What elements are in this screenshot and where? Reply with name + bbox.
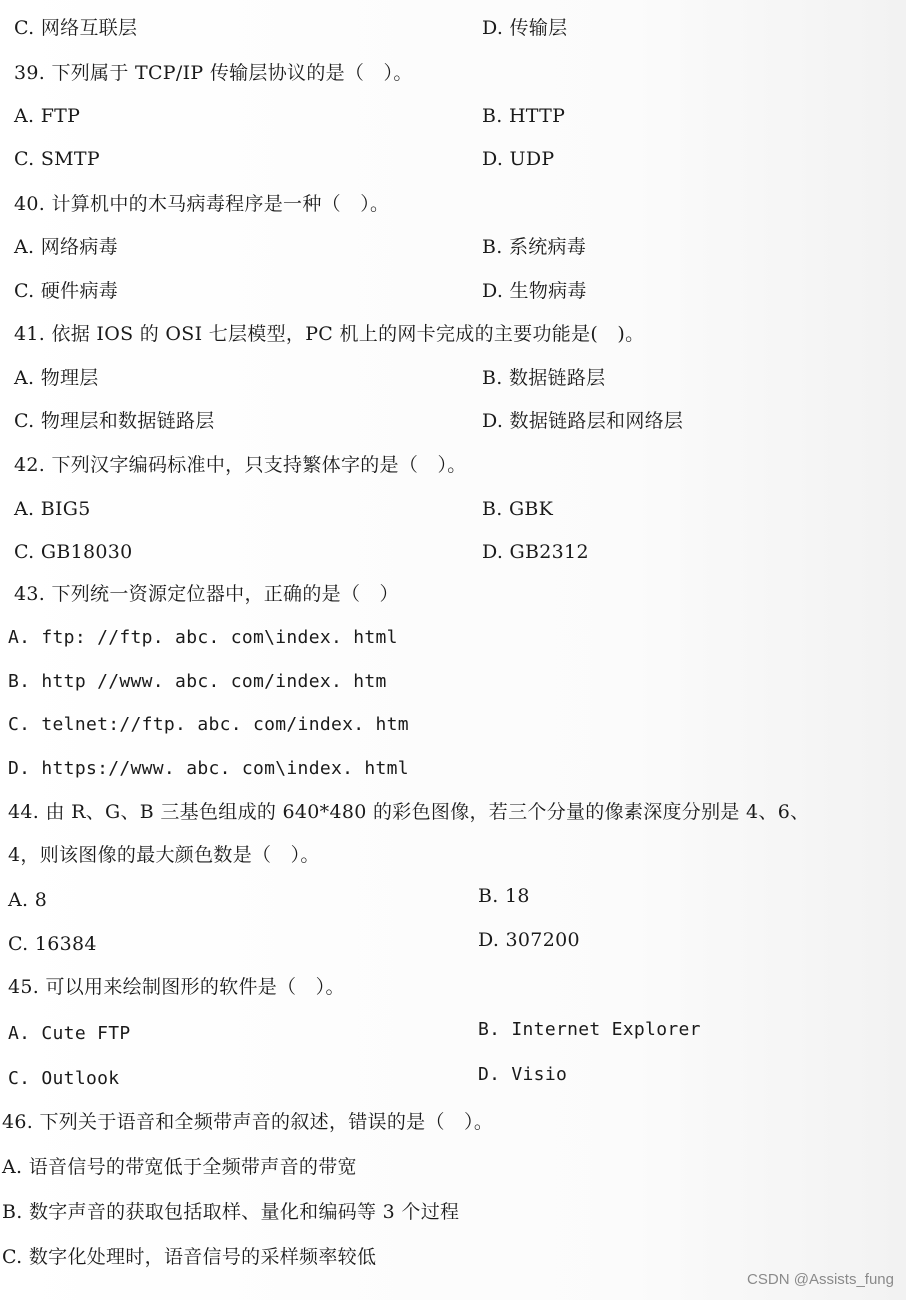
q40-stem: 40. 计算机中的木马病毒程序是一种（ ）。: [14, 193, 390, 215]
q43-option-c: C. telnet://ftp. abc. com/index. htm: [8, 714, 409, 735]
q43-option-a: A. ftp: //ftp. abc. com\index. html: [8, 627, 398, 648]
q39-option-b: B. HTTP: [482, 105, 566, 127]
q39-option-c: C. SMTP: [14, 148, 100, 170]
q46-option-b: B. 数字声音的获取包括取样、量化和编码等 3 个过程: [2, 1201, 460, 1223]
csdn-watermark: CSDN @Assists_fung: [747, 1271, 894, 1288]
q42-option-c: C. GB18030: [14, 541, 133, 563]
q42-option-b: B. GBK: [482, 498, 554, 520]
q43-option-b: B. http //www. abc. com/index. htm: [8, 671, 387, 692]
q38-option-c: C. 网络互联层: [14, 17, 138, 39]
q45-option-b: B. Internet Explorer: [478, 1019, 701, 1040]
q39-stem: 39. 下列属于 TCP/IP 传输层协议的是（ ）。: [14, 62, 413, 84]
q45-option-a: A. Cute FTP: [8, 1023, 131, 1044]
q40-option-d: D. 生物病毒: [482, 280, 587, 302]
q40-option-c: C. 硬件病毒: [14, 280, 119, 302]
q45-stem: 45. 可以用来绘制图形的软件是（ ）。: [8, 976, 345, 998]
q46-option-c: C. 数字化处理时，语音信号的采样频率较低: [2, 1246, 377, 1268]
q46-stem: 46. 下列关于语音和全频带声音的叙述，错误的是（ ）。: [2, 1111, 494, 1133]
q41-option-a: A. 物理层: [14, 367, 99, 389]
q43-option-d: D. https://www. abc. com\index. html: [8, 758, 409, 779]
q41-option-b: B. 数据链路层: [482, 367, 606, 389]
q42-stem: 42. 下列汉字编码标准中，只支持繁体字的是（ ）。: [14, 454, 467, 476]
q42-option-d: D. GB2312: [482, 541, 589, 563]
q41-option-d: D. 数据链路层和网络层: [482, 410, 684, 432]
q38-option-d: D. 传输层: [482, 17, 568, 39]
q44-option-b: B. 18: [478, 885, 530, 907]
q41-stem: 41. 依据 IOS 的 OSI 七层模型，PC 机上的网卡完成的主要功能是( )。: [14, 323, 645, 345]
q41-option-c: C. 物理层和数据链路层: [14, 410, 215, 432]
q39-option-d: D. UDP: [482, 148, 555, 170]
q44-option-a: A. 8: [8, 889, 48, 911]
q44-stem-line2: 4，则该图像的最大颜色数是（ ）。: [8, 844, 320, 866]
q39-option-a: A. FTP: [14, 105, 81, 127]
q42-option-a: A. BIG5: [14, 498, 91, 520]
q46-option-a: A. 语音信号的带宽低于全频带声音的带宽: [2, 1156, 357, 1178]
q45-option-d: D. Visio: [478, 1064, 568, 1085]
q40-option-b: B. 系统病毒: [482, 236, 587, 258]
q44-option-d: D. 307200: [478, 929, 580, 951]
q40-option-a: A. 网络病毒: [14, 236, 118, 258]
q45-option-c: C. Outlook: [8, 1068, 120, 1089]
q44-stem-line1: 44. 由 R、G、B 三基色组成的 640*480 的彩色图像，若三个分量的像素深度分别是 4、6、: [8, 801, 810, 823]
q43-stem: 43. 下列统一资源定位器中，正确的是（ ）: [14, 583, 399, 605]
q44-option-c: C. 16384: [8, 933, 97, 955]
